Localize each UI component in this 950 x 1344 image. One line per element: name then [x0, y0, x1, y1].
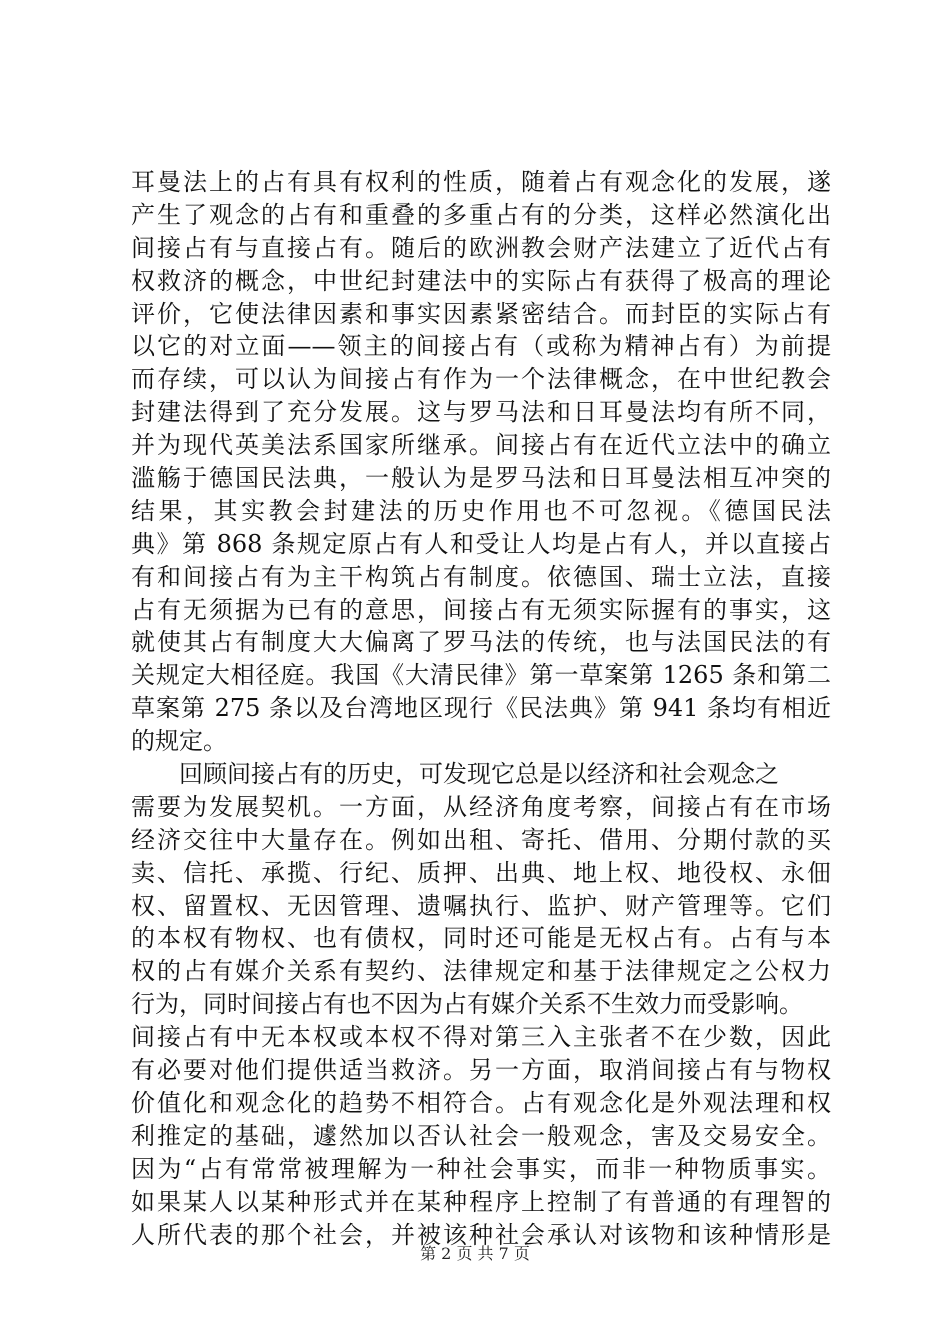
text-line: 评价，它使法律因素和事实因素紧密结合。而封臣的实际占有	[131, 299, 831, 328]
page-number: 第 2 页 共 7 页	[420, 1244, 530, 1263]
text-line: 权救济的概念，中世纪封建法中的实际占有获得了极高的理论	[131, 266, 831, 295]
text-line: 就使其占有制度大大偏离了罗马法的传统，也与法国民法的有	[131, 628, 831, 657]
body-text	[131, 166, 831, 1251]
text-line: 的规定。	[131, 727, 227, 756]
text-line: 占有无须据为已有的意思，间接占有无须实际握有的事实，这	[131, 595, 831, 624]
text-line: 价值化和观念化的趋势不相符合。占有观念化是外观法理和权	[131, 1088, 831, 1117]
text-line: 权的占有媒介关系有契约、法律规定和基于法律规定之公权力	[131, 957, 831, 986]
text-line: 结果，其实教会封建法的历史作用也不可忽视。《德国民法	[131, 496, 831, 525]
text-line: 权、留置权、无因管理、遗嘱执行、监护、财产管理等。它们	[131, 891, 831, 920]
text-line: 因为“占有常常被理解为一种社会事实，而非一种物质事实。	[131, 1154, 831, 1183]
paragraph-first-line: 回顾间接占有的历史，可发现它总是以经济和社会观念之	[179, 760, 779, 789]
text-line: 典》第 868 条规定原占有人和受让人均是占有人，并以直接占	[131, 529, 831, 558]
text-line: 而存续，可以认为间接占有作为一个法律概念，在中世纪教会	[131, 365, 831, 394]
text-line: 间接占有中无本权或本权不得对第三入主张者不在少数，因此	[131, 1023, 831, 1052]
text-line: 关规定大相径庭。我国《大清民律》第一草案第 1265 条和第二	[131, 661, 831, 690]
text-line: 利推定的基础，遽然加以否认社会一般观念，害及交易安全。	[131, 1121, 831, 1150]
text-line: 如果某人以某种形式并在某种程序上控制了有普通的有理智的	[131, 1187, 831, 1216]
text-line: 并为现代英美法系国家所继承。间接占有在近代立法中的确立	[131, 431, 831, 460]
text-line: 人所代表的那个社会，并被该种社会承认对该物和该种情形是	[131, 1220, 831, 1249]
text-line: 有必要对他们提供适当救济。另一方面，取消间接占有与物权	[131, 1056, 831, 1085]
text-line: 产生了观念的占有和重叠的多重占有的分类，这样必然演化出	[131, 200, 831, 229]
page-footer	[0, 1242, 950, 1266]
text-line: 耳曼法上的占有具有权利的性质，随着占有观念化的发展，遂	[131, 168, 831, 196]
text-line: 需要为发展契机。一方面，从经济角度考察，间接占有在市场	[131, 792, 831, 821]
text-line: 滥觞于德国民法典，一般认为是罗马法和日耳曼法相互冲突的	[131, 464, 831, 493]
text-line: 以它的对立面——领主的间接占有（或称为精神占有）为前提	[131, 332, 831, 361]
text-line: 行为，同时间接占有也不因为占有媒介关系不生效力而受影响。	[131, 990, 803, 1019]
text-line: 草案第 275 条以及台湾地区现行《民法典》第 941 条均有相近	[131, 694, 831, 723]
text-line: 的本权有物权、也有债权，同时还可能是无权占有。占有与本	[131, 924, 831, 953]
text-line: 卖、信托、承揽、行纪、质押、出典、地上权、地役权、永佃	[131, 858, 831, 887]
text-line: 封建法得到了充分发展。这与罗马法和日耳曼法均有所不同，	[131, 398, 831, 427]
text-line: 间接占有与直接占有。随后的欧洲教会财产法建立了近代占有	[131, 233, 831, 262]
text-line: 有和间接占有为主干构筑占有制度。依德国、瑞士立法，直接	[131, 562, 831, 591]
text-line: 经济交往中大量存在。例如出租、寄托、借用、分期付款的买	[131, 825, 831, 854]
